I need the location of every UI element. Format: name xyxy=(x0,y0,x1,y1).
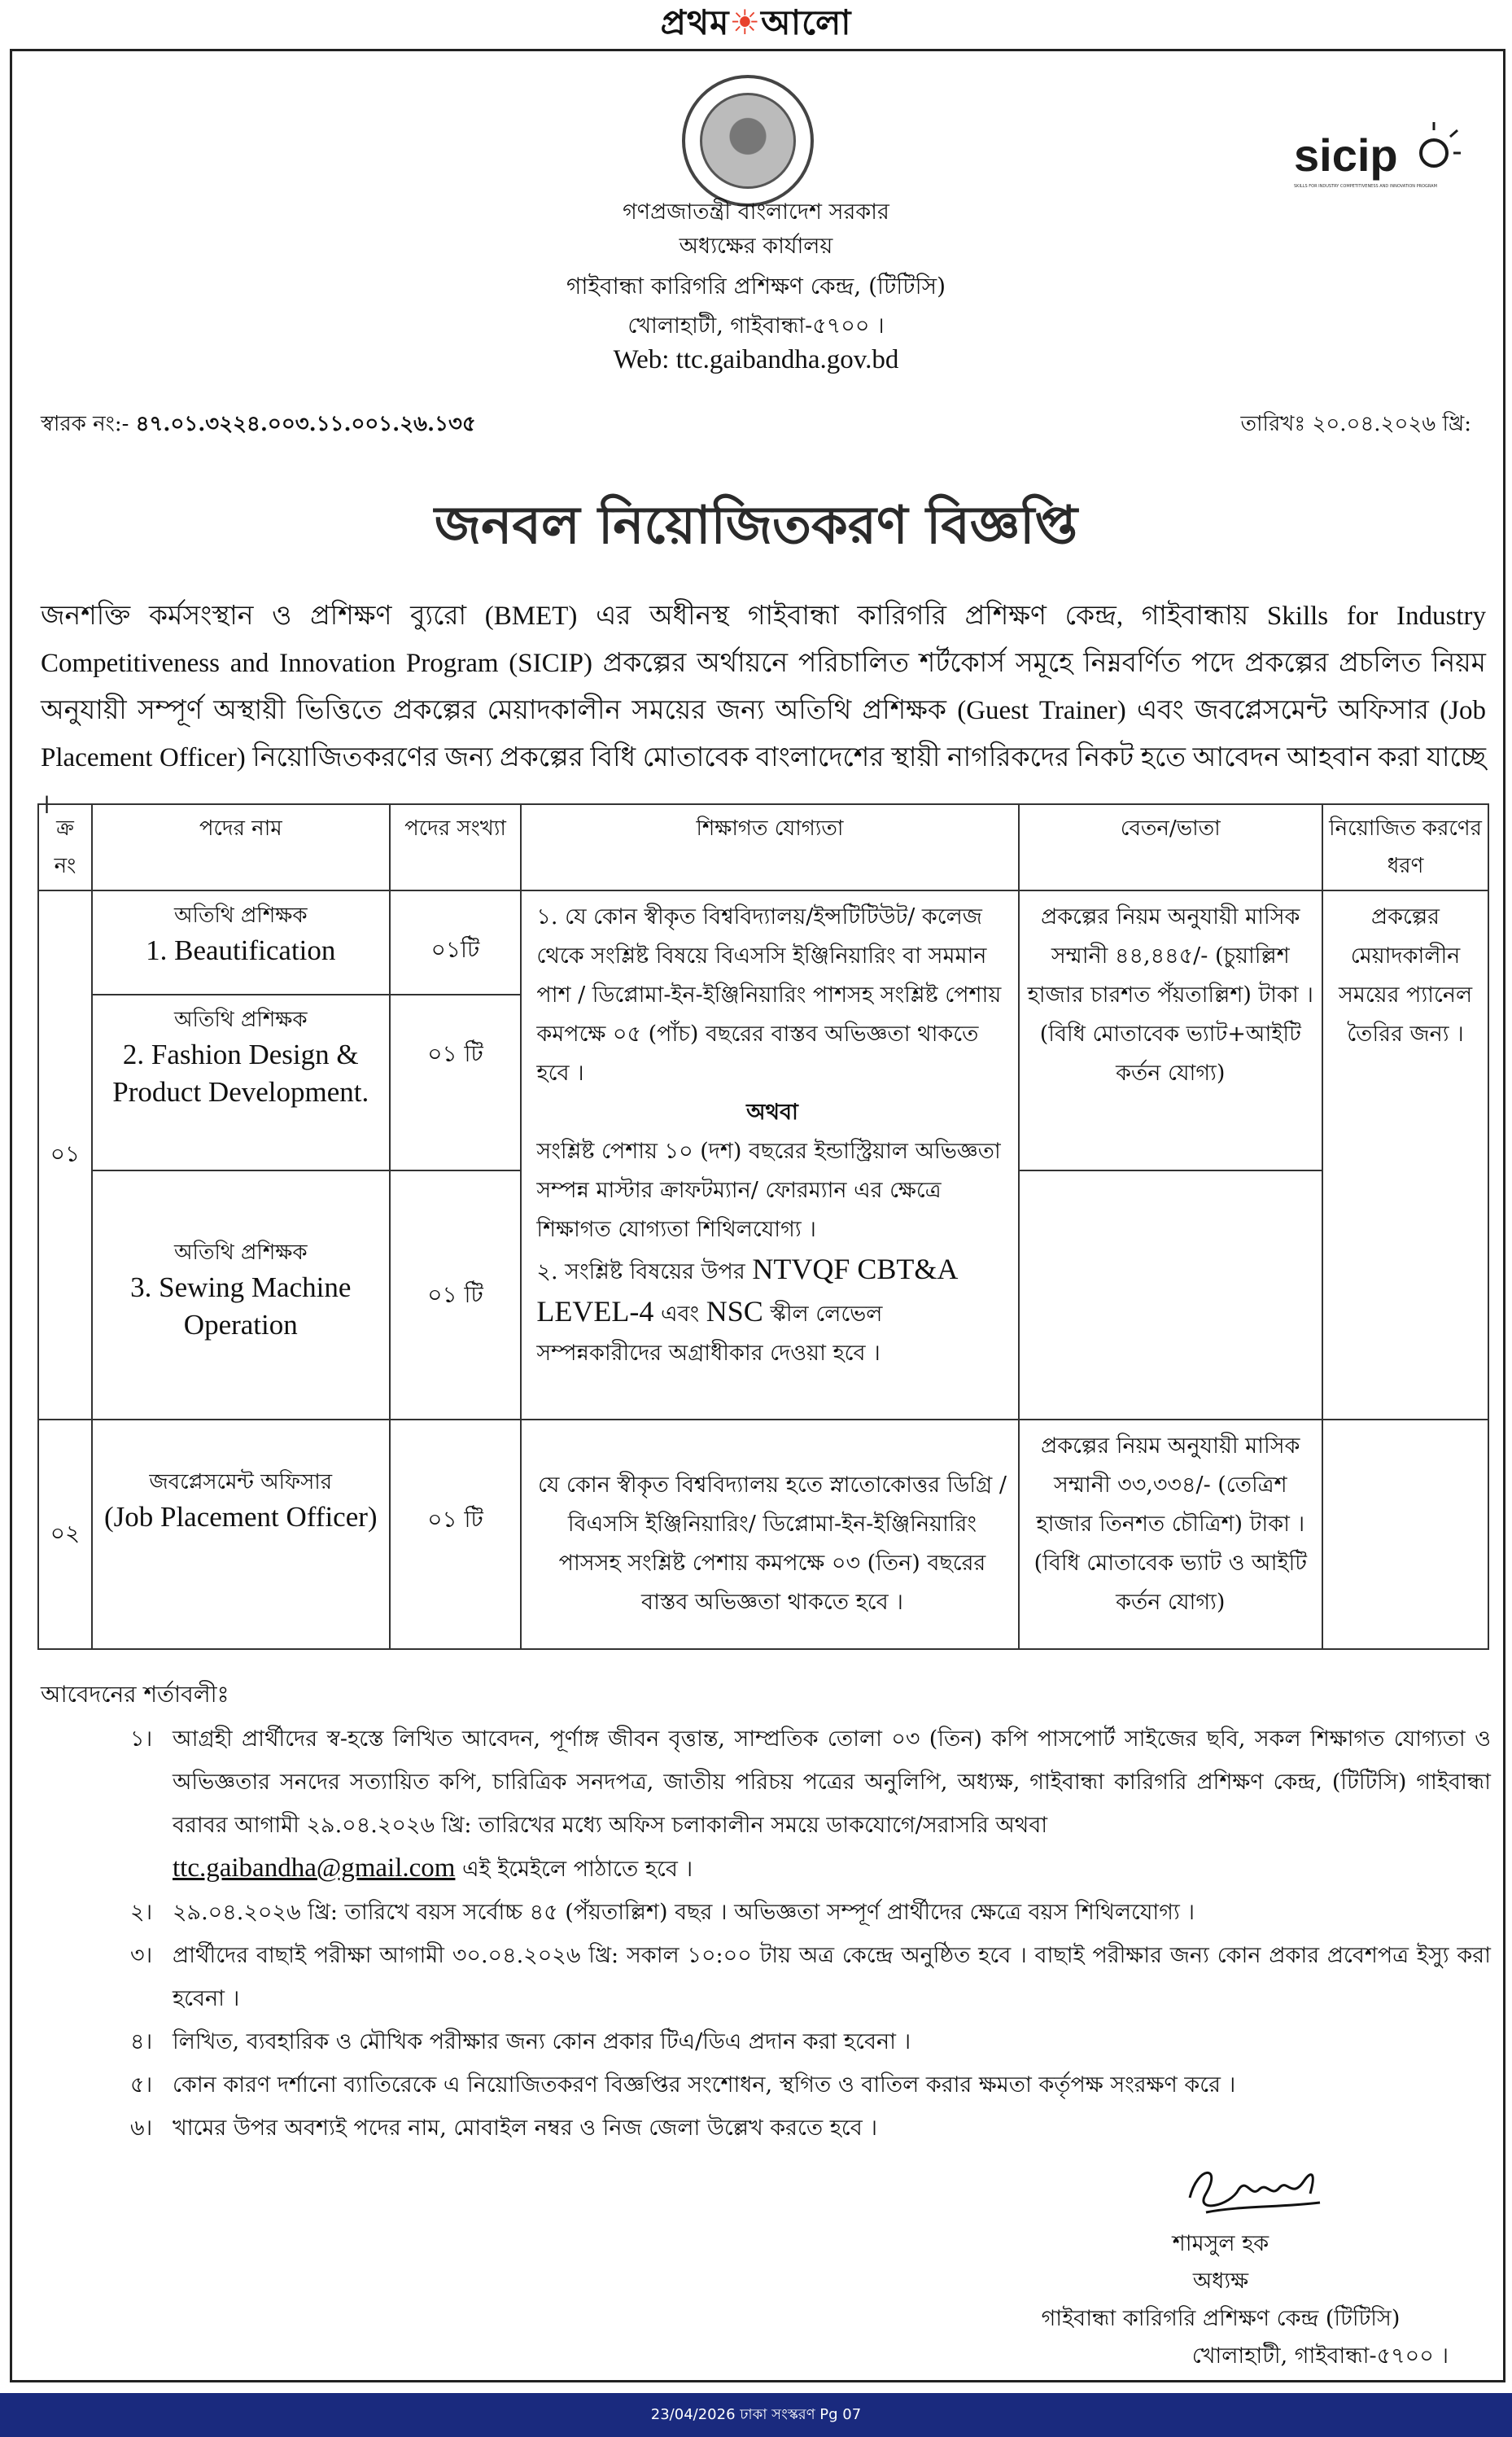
qualification-text: ১. যে কোন স্বীকৃত বিশ্ববিদ্যালয়/ইন্সটিটিউট/ কলেজ থেকে সংশ্লিষ্ট বিষয়ে বিএসসি ইঞ্জিনিয়ারিং বা সমমান পাশ / ডিপ্লোমা-ইন-ইঞ্জিনিয়ারিং পাশসহ সংশ্লিষ্ট পেশায় কমপক্ষে ০৫ (পাঁচ) বছরের বাস্তব অভিজ্ঞতা থাকতে হবে । xyxy=(536,904,1002,1086)
term-number: ৩। xyxy=(130,1943,153,1968)
list-item xyxy=(130,1934,1491,2020)
qualification-cell: যে কোন স্বীকৃত বিশ্ববিদ্যালয় হতে স্নাতোকোত্তর ডিগ্রি / বিএসসি ইঞ্জিনিয়ারিং/ ডিপ্লোমা-ইন-ইঞ্জিনিয়ারিং পাসসহ সংশ্লিষ্ট পেশায় কমপক্ষে ০৩ (তিন) বছরের বাস্তব অভিজ্ঞতা থাকতে হবে । xyxy=(521,1420,1018,1649)
intro-paragraph: জনশক্তি কর্মসংস্থান ও প্রশিক্ষণ ব্যুরো (BMET) এর অধীনস্থ গাইবান্ধা কারিগরি প্রশিক্ষণ কেন্দ্র, গাইবান্ধায় Skills for Industry Competitiveness and Innovation Program (SICIP) প্রকল্পের অর্থায়নে পরিচালিত শর্টকোর্স সমূহে নিম্নবর্ণিত পদে প্রকল্পের প্রচলিত নিয়ম অনুযায়ী সম্পূর্ণ অস্থায়ী ভিত্তিতে প্রকল্পের মেয়াদকালীন সময়ের জন্য অতিথি প্রশিক্ষক (Guest Trainer) এবং জবপ্লেসমেন্ট অফিসার (Job Placement Officer) নিয়োজিতকরণের জন্য প্রকল্পের বিধি মোতাবেক বাংলাদেশের স্থায়ী নাগরিকদের নিকট হতে আবেদন আহবান করা যাচ্ছে । xyxy=(41,602,1487,820)
header-address: খোলাহাটী, গাইবান্ধা-৫৭০০ । xyxy=(627,313,885,339)
footer-bar xyxy=(0,2393,1512,2437)
term-text: প্রার্থীদের বাছাই পরীক্ষা আগামী ৩০.০৪.২০২৬ খ্রি: সকাল ১০:০০ টায় অত্র কেন্দ্রে অনুষ্ঠিত হবে । বাছাই পরীক্ষার জন্য কোন প্রকার প্রবেশপত্র ইস্যু করা হবেনা । xyxy=(173,1943,1491,2011)
post-title-bn: অতিথি প্রশিক্ষক xyxy=(174,903,308,928)
post-cell xyxy=(92,995,390,1170)
term-text: ২৯.০৪.২০২৬ খ্রি: তারিখে বয়স সর্বোচ্চ ৪৫ (পঁয়তাল্লিশ) বছর । অভিজ্ঞতা সম্পূর্ণ প্রার্থীদের ক্ষেত্রে বয়স শিথিলযোগ্য । xyxy=(173,1900,1195,1925)
list-item xyxy=(130,2020,1491,2063)
table-row xyxy=(38,890,1488,995)
memo-number: স্বারক নং:- ৪৭.০১.৩২২৪.০০৩.১১.০০১.২৬.১৩৫ xyxy=(41,412,476,436)
row-sl: ০১ xyxy=(38,890,92,1420)
terms-list xyxy=(130,1717,1491,2150)
post-cell xyxy=(92,1420,390,1649)
notice-title-box xyxy=(382,488,1130,570)
post-count: ০১ টি xyxy=(390,1420,522,1649)
post-title-en: 1. Beautification xyxy=(146,934,336,966)
table-header-row xyxy=(38,804,1488,890)
post-title-bn: অতিথি প্রশিক্ষক xyxy=(174,1240,308,1265)
qualification-or: অথবা xyxy=(746,1100,798,1125)
qualification-text: স্কীল লেভেল সম্পন্নকারীদের অগ্রাধীকার দেওয়া হবে । xyxy=(536,1302,883,1366)
type-cell-empty xyxy=(1322,1420,1488,1649)
government-seal-icon xyxy=(682,75,814,207)
svg-text:sicip: sicip xyxy=(1294,129,1398,181)
term-number: ৫। xyxy=(130,2072,153,2098)
header-qualification: শিক্ষাগত যোগ্যতা xyxy=(521,804,1018,890)
qualification-text: ২. সংশ্লিষ্ট বিষয়ের উপর xyxy=(536,1259,745,1284)
posts-table xyxy=(37,803,1489,1650)
newspaper-logo: প্রথম☀আলো xyxy=(660,2,852,42)
qualification-text: সংশ্লিষ্ট পেশায় ১০ (দশ) বছরের ইন্ডাস্ট্রিয়াল অভিজ্ঞতা সম্পন্ন মাস্টার ক্রাফটম্যান/ ফোরম্যান এর ক্ষেত্রে শিক্ষাগত যোগ্যতা শিথিলযোগ্য । xyxy=(536,1139,1001,1242)
qualification-text: এবং xyxy=(660,1302,700,1327)
signatory-address: খোলাহাটী, গাইবান্ধা-৫৭০০ । xyxy=(1191,2343,1449,2369)
signatory-name: শামসুল হক xyxy=(1172,2231,1269,2256)
term-number: ৪। xyxy=(130,2029,153,2054)
post-title-en: 3. Sewing Machine Operation xyxy=(130,1271,352,1341)
notice-title: জনবল নিয়োজিতকরণ বিজ্ঞপ্তি xyxy=(434,494,1078,556)
sicip-logo xyxy=(1291,120,1462,194)
term-text: খামের উপর অবশ্যই পদের নাম, মোবাইল নম্বর ও নিজ জেলা উল্লেখ করতে হবে । xyxy=(173,2115,878,2141)
header-post: পদের নাম xyxy=(92,804,390,890)
pay-cell: প্রকল্পের নিয়ম অনুযায়ী মাসিক সম্মানী ৪৪,৪৪৫/- (চুয়াল্লিশ হাজার চারশত পঁয়তাল্লিশ) টাকা । (বিধি মোতাবেক ভ্যাট+আইটি কর্তন যোগ্য) xyxy=(1019,890,1323,1170)
signatory-office: গাইবান্ধা কারিগরি প্রশিক্ষণ কেন্দ্র (টিটিসি) xyxy=(1041,2306,1401,2331)
term-text: কোন কারণ দর্শানো ব্যাতিরেকে এ নিয়োজিতকরণ বিজ্ঞপ্তির সংশোধন, স্থগিত ও বাতিল করার ক্ষমতা কর্তৃপক্ষ সংরক্ষণ করে । xyxy=(173,2072,1236,2098)
qualification-cell xyxy=(521,890,1018,1420)
header-pay: বেতন/ভাতা xyxy=(1019,804,1323,890)
handwritten-signature xyxy=(1182,2149,1328,2230)
row-sl: ০২ xyxy=(38,1420,92,1649)
term-text: লিখিত, ব্যবহারিক ও মৌখিক পরীক্ষার জন্য কোন প্রকার টিএ/ডিএ প্রদান করা হবেনা । xyxy=(173,2029,911,2054)
post-title-bn: অতিথি প্রশিক্ষক xyxy=(174,1008,308,1032)
header-office: অধ্যক্ষের কার্যালয় xyxy=(679,234,833,259)
signatory-designation: অধ্যক্ষ xyxy=(1192,2269,1249,2294)
signatory-block xyxy=(960,2225,1481,2375)
list-item xyxy=(130,1891,1491,1934)
term-number: ৬। xyxy=(130,2115,153,2141)
post-count: ০১টি xyxy=(390,890,522,995)
post-title-bn: জবপ্লেসমেন্ট অফিসার xyxy=(149,1470,333,1494)
post-count: ০১ টি xyxy=(390,1170,522,1420)
footer-edition: 23/04/2026 ঢাকা সংস্করণ Pg 07 xyxy=(650,2405,862,2423)
header-type: নিয়োজিত করণের ধরণ xyxy=(1322,804,1488,890)
list-item xyxy=(130,2107,1491,2150)
header-website[interactable]: Web: ttc.gaibandha.gov.bd xyxy=(613,345,899,374)
contact-email[interactable]: ttc.gaibandha@gmail.com xyxy=(173,1853,456,1883)
post-cell xyxy=(92,890,390,995)
term-number: ২। xyxy=(130,1900,153,1925)
list-item xyxy=(130,2063,1491,2107)
type-cell: প্রকল্পের মেয়াদকালীন সময়ের প্যানেল তৈরির জন্য । xyxy=(1322,890,1488,1420)
newspaper-masthead xyxy=(0,0,1512,49)
term-text: আগ্রহী প্রার্থীদের স্ব-হস্তে লিখিত আবেদন, পূর্ণাঙ্গ জীবন বৃত্তান্ত, সাম্প্রতিক তোলা ০৩ (তিন) কপি পাসপোর্ট সাইজের ছবি, সকল শিক্ষাগত যোগ্যতা ও অভিজ্ঞতার সনদের সত্যায়িত কপি, চারিত্রিক সনদপত্র, জাতীয় পরিচয় পত্রের অনুলিপি, অধ্যক্ষ, গাইবান্ধা কারিগরি প্রশিক্ষণ কেন্দ্র, (টিটিসি) গাইবান্ধা বরাবর আগামী ২৯.০৪.২০২৬ খ্রি: তারিখের মধ্যে অফিস চলাকালীন সময়ে ডাকযোগে/সরাসরি অথবা xyxy=(173,1726,1491,1838)
header-sl: ক্র নং xyxy=(38,804,92,890)
post-title-en: (Job Placement Officer) xyxy=(103,1501,378,1533)
pay-cell-empty xyxy=(1019,1170,1323,1420)
qualification-nsc: NSC xyxy=(706,1295,763,1328)
terms-title: আবেদনের শর্তাবলীঃ xyxy=(41,1681,229,1708)
header-institution: গাইবান্ধা কারিগরি প্রশিক্ষণ কেন্দ্র, (টিটিসি) xyxy=(566,273,946,300)
header-count: পদের সংখ্যা xyxy=(390,804,522,890)
term-number: ১। xyxy=(130,1726,153,1752)
post-cell xyxy=(92,1170,390,1420)
header-government: গণপ্রজাতন্ত্রী বাংলাদেশ সরকার xyxy=(623,199,889,225)
list-item xyxy=(130,1717,1491,1891)
post-title-en: 2. Fashion Design & Product Development. xyxy=(112,1039,369,1108)
pay-cell: প্রকল্পের নিয়ম অনুযায়ী মাসিক সম্মানী ৩৩,৩৩৪/- (তেত্রিশ হাজার তিনশত চৌত্রিশ) টাকা । (বিধি মোতাবেক ভ্যাট ও আইটি কর্তন যোগ্য) xyxy=(1019,1420,1323,1649)
notice-date: তারিখঃ ২০.০৪.২০২৬ খ্রি: xyxy=(1240,412,1471,436)
post-count: ০১ টি xyxy=(390,995,522,1170)
term-text: এই ইমেইলে পাঠাতে হবে । xyxy=(462,1857,693,1882)
qualification-level: NTVQF CBT&A LEVEL-4 xyxy=(536,1253,957,1328)
table-row xyxy=(38,1420,1488,1649)
svg-text:SKILLS FOR INDUSTRY COMPETITIV: SKILLS FOR INDUSTRY COMPETITIVENESS AND INNOVATION PROGRAM xyxy=(1294,184,1437,189)
